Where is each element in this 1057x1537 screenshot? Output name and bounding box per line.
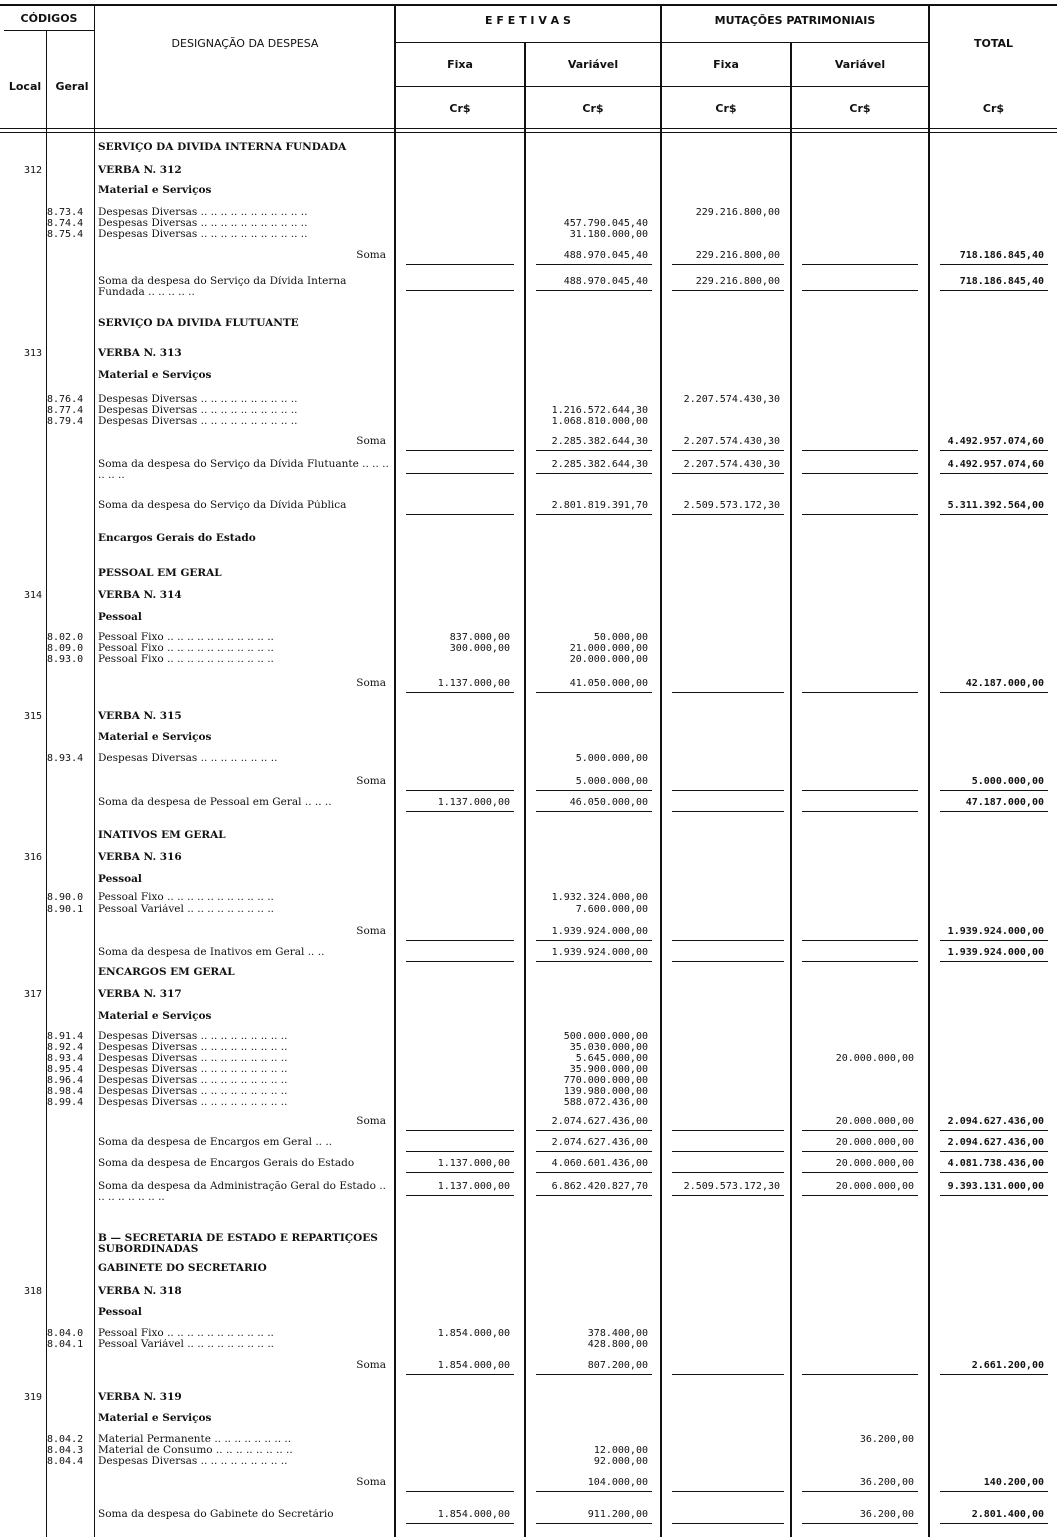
sum-underline bbox=[802, 1151, 918, 1152]
row-geral: 8.04.1 bbox=[47, 1339, 84, 1350]
header-mutacoes: MUTAÇÕES PATRIMONIAIS bbox=[714, 14, 876, 27]
sum-underline bbox=[406, 1374, 514, 1375]
col-line-7 bbox=[928, 6, 930, 1537]
col-line-1 bbox=[46, 30, 47, 1537]
row-e-fixa: 837.000,00 bbox=[449, 632, 510, 643]
row-e-var: 104.000,00 bbox=[587, 1477, 648, 1488]
row-geral: 8.93.0 bbox=[47, 654, 84, 665]
sum-underline bbox=[802, 811, 918, 812]
row-geral: 8.79.4 bbox=[47, 416, 84, 427]
row-e-var: 488.970.045,40 bbox=[563, 276, 648, 287]
row-geral: 8.93.4 bbox=[47, 753, 84, 764]
row-m-fixa: 2.509.573.172,30 bbox=[683, 1181, 780, 1192]
sum-underline bbox=[940, 1491, 1048, 1492]
sum-underline bbox=[536, 1523, 652, 1524]
row-m-fixa: 229.216.800,00 bbox=[695, 250, 780, 261]
sum-underline bbox=[940, 790, 1048, 791]
row-e-var: 378.400,00 bbox=[587, 1328, 648, 1339]
row-e-var: 5.000.000,00 bbox=[575, 776, 648, 787]
sum-underline bbox=[672, 290, 784, 291]
row-description: Pessoal bbox=[98, 874, 142, 885]
sum-underline bbox=[672, 1172, 784, 1173]
sum-underline bbox=[406, 1151, 514, 1152]
row-m-var: 20.000.000,00 bbox=[835, 1181, 914, 1192]
top-rule bbox=[0, 4, 1057, 6]
row-soma-label: Soma bbox=[356, 435, 386, 447]
row-soma-label: Soma bbox=[356, 1359, 386, 1371]
sum-underline bbox=[802, 1172, 918, 1173]
row-m-fixa: 229.216.800,00 bbox=[695, 207, 780, 218]
row-description: Despesas Diversas .. .. .. .. .. .. .. .. .. .. .. bbox=[98, 229, 308, 240]
row-description: VERBA N. 315 bbox=[98, 711, 182, 722]
row-geral: 8.04.2 bbox=[47, 1434, 84, 1445]
sum-underline bbox=[406, 450, 514, 451]
row-total: 2.661.200,00 bbox=[971, 1360, 1044, 1371]
row-description: Material de Consumo .. .. .. .. .. .. .. .. bbox=[98, 1445, 293, 1456]
row-description: Soma da despesa de Encargos Gerais do Estado bbox=[98, 1158, 355, 1169]
row-local: 318 bbox=[23, 1286, 42, 1297]
row-description: SERVIÇO DA DIVIDA INTERNA FUNDADA bbox=[98, 142, 347, 153]
row-e-fixa: 1.137.000,00 bbox=[437, 797, 510, 808]
row-m-var: 20.000.000,00 bbox=[835, 1116, 914, 1127]
row-e-var: 5.000.000,00 bbox=[575, 753, 648, 764]
row-total: 1.939.924.000,00 bbox=[947, 926, 1044, 937]
header-geral: Geral bbox=[55, 80, 89, 93]
row-description: Despesas Diversas .. .. .. .. .. .. .. .. .. bbox=[98, 1097, 288, 1108]
sum-underline bbox=[536, 264, 652, 265]
row-description: VERBA N. 318 bbox=[98, 1286, 182, 1297]
row-e-var: 2.074.627.436,00 bbox=[551, 1116, 648, 1127]
row-e-var: 21.000.000,00 bbox=[569, 643, 648, 654]
sum-underline bbox=[940, 514, 1048, 515]
row-local: 316 bbox=[23, 852, 42, 863]
sum-underline bbox=[802, 514, 918, 515]
row-total: 4.492.957.074,60 bbox=[947, 436, 1044, 447]
row-description: GABINETE DO SECRETARIO bbox=[98, 1263, 267, 1274]
row-total: 1.939.924.000,00 bbox=[947, 947, 1044, 958]
row-e-fixa: 1.137.000,00 bbox=[437, 1158, 510, 1169]
row-e-var: 92.000,00 bbox=[593, 1456, 648, 1467]
row-e-var: 46.050.000,00 bbox=[569, 797, 648, 808]
sum-underline bbox=[940, 1523, 1048, 1524]
row-m-var: 36.200,00 bbox=[859, 1434, 914, 1445]
sum-underline bbox=[536, 473, 652, 474]
row-geral: 8.91.4 bbox=[47, 1031, 84, 1042]
row-m-fixa: 229.216.800,00 bbox=[695, 276, 780, 287]
sum-underline bbox=[672, 264, 784, 265]
row-e-var: 428.800,00 bbox=[587, 1339, 648, 1350]
sum-underline bbox=[802, 1491, 918, 1492]
sum-underline bbox=[406, 940, 514, 941]
sum-underline bbox=[940, 692, 1048, 693]
sum-underline bbox=[672, 692, 784, 693]
row-e-fixa: 1.854.000,00 bbox=[437, 1509, 510, 1520]
col-line-4 bbox=[524, 42, 526, 1537]
header-local: Local bbox=[8, 80, 42, 93]
row-geral: 8.99.4 bbox=[47, 1097, 84, 1108]
sum-underline bbox=[672, 940, 784, 941]
row-geral: 8.77.4 bbox=[47, 405, 84, 416]
sum-underline bbox=[802, 790, 918, 791]
row-m-var: 20.000.000,00 bbox=[835, 1137, 914, 1148]
sum-underline bbox=[536, 1195, 652, 1196]
row-total: 42.187.000,00 bbox=[965, 678, 1044, 689]
row-m-var: 20.000.000,00 bbox=[835, 1158, 914, 1169]
row-m-fixa: 2.509.573.172,30 bbox=[683, 500, 780, 511]
sum-underline bbox=[940, 811, 1048, 812]
row-description: Material e Serviços bbox=[98, 185, 212, 196]
header-rule-sub bbox=[396, 86, 928, 87]
row-description: Despesas Diversas .. .. .. .. .. .. .. .. .. bbox=[98, 1042, 288, 1053]
row-description: Material e Serviços bbox=[98, 1011, 212, 1022]
row-e-var: 2.801.819.391,70 bbox=[551, 500, 648, 511]
header-rule-codigos bbox=[4, 30, 94, 31]
row-description: Despesas Diversas .. .. .. .. .. .. .. .. .. bbox=[98, 1075, 288, 1086]
row-e-var: 457.790.045,40 bbox=[563, 218, 648, 229]
row-description: Pessoal Fixo .. .. .. .. .. .. .. .. .. .. .. bbox=[98, 643, 274, 654]
row-description: Pessoal bbox=[98, 1307, 142, 1318]
row-soma-label: Soma bbox=[356, 775, 386, 787]
sum-underline bbox=[406, 692, 514, 693]
row-e-fixa: 1.137.000,00 bbox=[437, 678, 510, 689]
row-local: 312 bbox=[23, 165, 42, 176]
sum-underline bbox=[802, 264, 918, 265]
header-rule-mutacoes bbox=[662, 42, 928, 43]
row-e-var: 1.216.572.644,30 bbox=[551, 405, 648, 416]
row-description: Pessoal bbox=[98, 612, 142, 623]
row-total: 9.393.131.000,00 bbox=[947, 1181, 1044, 1192]
row-description: Despesas Diversas .. .. .. .. .. .. .. .. .. bbox=[98, 1053, 288, 1064]
sum-underline bbox=[406, 1195, 514, 1196]
row-total: 718.186.845,40 bbox=[959, 276, 1044, 287]
sum-underline bbox=[802, 940, 918, 941]
row-description: Soma da despesa de Encargos em Geral .. .. bbox=[98, 1137, 333, 1148]
row-description: Material e Serviços bbox=[98, 370, 212, 381]
row-description: VERBA N. 317 bbox=[98, 989, 182, 1000]
sum-underline bbox=[536, 1172, 652, 1173]
sum-underline bbox=[406, 1491, 514, 1492]
row-description: Despesas Diversas .. .. .. .. .. .. .. .. .. .. .. bbox=[98, 218, 308, 229]
row-e-var: 770.000.000,00 bbox=[563, 1075, 648, 1086]
sum-underline bbox=[536, 940, 652, 941]
sum-underline bbox=[536, 290, 652, 291]
sum-underline bbox=[940, 1374, 1048, 1375]
row-description: PESSOAL EM GERAL bbox=[98, 568, 222, 579]
row-geral: 8.92.4 bbox=[47, 1042, 84, 1053]
col-line-5 bbox=[660, 6, 662, 1537]
sum-underline bbox=[536, 450, 652, 451]
sum-underline bbox=[940, 940, 1048, 941]
sum-underline bbox=[672, 790, 784, 791]
row-total: 140.200,00 bbox=[983, 1477, 1044, 1488]
row-description: Pessoal Fixo .. .. .. .. .. .. .. .. .. .. .. bbox=[98, 632, 274, 643]
row-description: Soma da despesa de Inativos em Geral .. .. bbox=[98, 947, 325, 958]
sum-underline bbox=[672, 811, 784, 812]
header-mutacoes-fixa: Fixa bbox=[713, 58, 739, 71]
row-description: ENCARGOS EM GERAL bbox=[98, 967, 235, 978]
row-geral: 8.04.4 bbox=[47, 1456, 84, 1467]
row-description: Soma da despesa do Serviço da Dívida Interna Fundada .. .. .. .. .. bbox=[98, 276, 347, 298]
header-currency-2: Cr$ bbox=[582, 102, 604, 115]
sum-underline bbox=[672, 514, 784, 515]
header-efetivas: E F E T I V A S bbox=[485, 14, 571, 27]
row-description: Despesas Diversas .. .. .. .. .. .. .. .. .. bbox=[98, 1086, 288, 1097]
row-soma-label: Soma bbox=[356, 249, 386, 261]
row-description: Despesas Diversas .. .. .. .. .. .. .. .. .. .. bbox=[98, 416, 298, 427]
row-soma-label: Soma bbox=[356, 1115, 386, 1127]
header-mutacoes-variavel: Variável bbox=[834, 58, 886, 71]
sum-underline bbox=[536, 692, 652, 693]
row-description: Pessoal Variável .. .. .. .. .. .. .. .. .. bbox=[98, 1339, 274, 1350]
row-e-var: 139.980.000,00 bbox=[563, 1086, 648, 1097]
row-m-var: 36.200,00 bbox=[859, 1477, 914, 1488]
header-codigos: CÓDIGOS bbox=[20, 12, 78, 25]
sum-underline bbox=[672, 1151, 784, 1152]
sum-underline bbox=[940, 1130, 1048, 1131]
header-total: TOTAL bbox=[973, 37, 1014, 50]
row-m-fixa: 2.207.574.430,30 bbox=[683, 459, 780, 470]
row-total: 4.081.738.436,00 bbox=[947, 1158, 1044, 1169]
row-e-var: 6.862.420.827,70 bbox=[551, 1181, 648, 1192]
sum-underline bbox=[802, 1195, 918, 1196]
sum-underline bbox=[940, 1195, 1048, 1196]
sum-underline bbox=[406, 790, 514, 791]
row-description: VERBA N. 312 bbox=[98, 165, 182, 176]
sum-underline bbox=[940, 450, 1048, 451]
row-description: Despesas Diversas .. .. .. .. .. .. .. .. bbox=[98, 753, 278, 764]
sum-underline bbox=[802, 473, 918, 474]
col-line-6 bbox=[790, 42, 792, 1537]
row-e-var: 1.068.810.000,00 bbox=[551, 416, 648, 427]
header-bottom-rule-1 bbox=[0, 128, 1057, 129]
row-e-var: 1.932.324.000,00 bbox=[551, 892, 648, 903]
row-e-var: 488.970.045,40 bbox=[563, 250, 648, 261]
row-description: Pessoal Variável .. .. .. .. .. .. .. .. .. bbox=[98, 904, 274, 915]
sum-underline bbox=[406, 473, 514, 474]
sum-underline bbox=[802, 961, 918, 962]
row-description: VERBA N. 314 bbox=[98, 590, 182, 601]
sum-underline bbox=[536, 811, 652, 812]
row-total: 4.492.957.074,60 bbox=[947, 459, 1044, 470]
row-description: B — SECRETARIA DE ESTADO E REPARTIÇÕES SUBORDINADAS bbox=[98, 1233, 378, 1255]
row-m-var: 36.200,00 bbox=[859, 1509, 914, 1520]
row-m-fixa: 2.207.574.430,30 bbox=[683, 394, 780, 405]
row-e-var: 1.939.924.000,00 bbox=[551, 947, 648, 958]
sum-underline bbox=[406, 811, 514, 812]
sum-underline bbox=[940, 473, 1048, 474]
sum-underline bbox=[536, 1374, 652, 1375]
row-e-var: 31.180.000,00 bbox=[569, 229, 648, 240]
header-efetivas-variavel: Variável bbox=[567, 58, 619, 71]
row-description: VERBA N. 316 bbox=[98, 852, 182, 863]
sum-underline bbox=[672, 473, 784, 474]
row-e-fixa: 1.137.000,00 bbox=[437, 1181, 510, 1192]
row-geral: 8.90.1 bbox=[47, 904, 84, 915]
row-total: 47.187.000,00 bbox=[965, 797, 1044, 808]
sum-underline bbox=[406, 1523, 514, 1524]
sum-underline bbox=[940, 264, 1048, 265]
row-geral: 8.93.4 bbox=[47, 1053, 84, 1064]
sum-underline bbox=[940, 1172, 1048, 1173]
row-e-var: 4.060.601.436,00 bbox=[551, 1158, 648, 1169]
header-efetivas-fixa: Fixa bbox=[447, 58, 473, 71]
row-description: Despesas Diversas .. .. .. .. .. .. .. .. .. .. .. bbox=[98, 207, 308, 218]
sum-underline bbox=[940, 1151, 1048, 1152]
row-total: 718.186.845,40 bbox=[959, 250, 1044, 261]
sum-underline bbox=[802, 1523, 918, 1524]
row-geral: 8.73.4 bbox=[47, 207, 84, 218]
row-e-fixa: 1.854.000,00 bbox=[437, 1360, 510, 1371]
row-e-var: 20.000.000,00 bbox=[569, 654, 648, 665]
header-designacao: DESIGNAÇÃO DA DESPESA bbox=[171, 37, 319, 50]
sum-underline bbox=[802, 450, 918, 451]
row-local: 313 bbox=[23, 348, 42, 359]
row-e-var: 50.000,00 bbox=[593, 632, 648, 643]
row-total: 5.000.000,00 bbox=[971, 776, 1044, 787]
row-e-var: 5.645.000,00 bbox=[575, 1053, 648, 1064]
row-local: 317 bbox=[23, 989, 42, 1000]
row-e-var: 588.072.436,00 bbox=[563, 1097, 648, 1108]
row-geral: 8.02.0 bbox=[47, 632, 84, 643]
row-description: Material Permanente .. .. .. .. .. .. .. .. bbox=[98, 1434, 292, 1445]
row-local: 315 bbox=[23, 711, 42, 722]
row-e-var: 2.285.382.644,30 bbox=[551, 436, 648, 447]
row-description: Despesas Diversas .. .. .. .. .. .. .. .. .. bbox=[98, 1031, 288, 1042]
row-geral: 8.04.3 bbox=[47, 1445, 84, 1456]
row-description: VERBA N. 319 bbox=[98, 1392, 182, 1403]
row-description: Despesas Diversas .. .. .. .. .. .. .. .. .. .. bbox=[98, 405, 298, 416]
row-description: Soma da despesa da Administração Geral do Estado .. .. .. .. .. .. .. .. bbox=[98, 1181, 386, 1203]
header-currency-5: Cr$ bbox=[982, 102, 1005, 115]
row-m-var: 20.000.000,00 bbox=[835, 1053, 914, 1064]
sum-underline bbox=[672, 1374, 784, 1375]
row-total: 2.801.400,00 bbox=[971, 1509, 1044, 1520]
sum-underline bbox=[672, 1491, 784, 1492]
row-description: VERBA N. 313 bbox=[98, 348, 182, 359]
sum-underline bbox=[672, 1130, 784, 1131]
row-description: Material e Serviços bbox=[98, 732, 212, 743]
row-total: 5.311.392.564,00 bbox=[947, 500, 1044, 511]
sum-underline bbox=[406, 290, 514, 291]
header-currency-3: Cr$ bbox=[715, 102, 737, 115]
sum-underline bbox=[406, 264, 514, 265]
row-e-var: 911.200,00 bbox=[587, 1509, 648, 1520]
sum-underline bbox=[536, 1151, 652, 1152]
sum-underline bbox=[536, 1130, 652, 1131]
row-e-var: 807.200,00 bbox=[587, 1360, 648, 1371]
row-local: 319 bbox=[23, 1392, 42, 1403]
sum-underline bbox=[536, 1491, 652, 1492]
row-e-var: 12.000,00 bbox=[593, 1445, 648, 1456]
row-e-var: 7.600.000,00 bbox=[575, 904, 648, 915]
sum-underline bbox=[536, 790, 652, 791]
sum-underline bbox=[802, 1130, 918, 1131]
row-total: 2.094.627.436,00 bbox=[947, 1137, 1044, 1148]
col-line-2 bbox=[94, 6, 95, 1537]
sum-underline bbox=[406, 1130, 514, 1131]
header-currency-4: Cr$ bbox=[849, 102, 871, 115]
row-description: Soma da despesa do Serviço da Dívida Pública bbox=[98, 500, 347, 511]
sum-underline bbox=[406, 514, 514, 515]
row-geral: 8.98.4 bbox=[47, 1086, 84, 1097]
sum-underline bbox=[536, 961, 652, 962]
header-bottom-rule-2 bbox=[0, 132, 1057, 133]
sum-underline bbox=[536, 514, 652, 515]
row-description: Pessoal Fixo .. .. .. .. .. .. .. .. .. .. .. bbox=[98, 1328, 274, 1339]
row-total: 2.094.627.436,00 bbox=[947, 1116, 1044, 1127]
sum-underline bbox=[672, 961, 784, 962]
sum-underline bbox=[802, 290, 918, 291]
row-geral: 8.75.4 bbox=[47, 229, 84, 240]
row-geral: 8.76.4 bbox=[47, 394, 84, 405]
row-geral: 8.96.4 bbox=[47, 1075, 84, 1086]
row-e-var: 1.939.924.000,00 bbox=[551, 926, 648, 937]
sum-underline bbox=[406, 1172, 514, 1173]
header-currency-1: Cr$ bbox=[449, 102, 471, 115]
row-e-fixa: 300.000,00 bbox=[449, 643, 510, 654]
sum-underline bbox=[672, 450, 784, 451]
row-soma-label: Soma bbox=[356, 677, 386, 689]
row-description: Soma da despesa do Gabinete do Secretário bbox=[98, 1509, 334, 1520]
row-m-fixa: 2.207.574.430,30 bbox=[683, 436, 780, 447]
row-e-var: 2.285.382.644,30 bbox=[551, 459, 648, 470]
row-description: Pessoal Fixo .. .. .. .. .. .. .. .. .. .. .. bbox=[98, 892, 274, 903]
row-description: INATIVOS EM GERAL bbox=[98, 830, 226, 841]
row-geral: 8.74.4 bbox=[47, 218, 84, 229]
row-geral: 8.04.0 bbox=[47, 1328, 84, 1339]
col-line-3 bbox=[394, 6, 396, 1537]
row-description: Despesas Diversas .. .. .. .. .. .. .. .. .. .. bbox=[98, 394, 298, 405]
row-description: Material e Serviços bbox=[98, 1413, 212, 1424]
row-description: Pessoal Fixo .. .. .. .. .. .. .. .. .. .. .. bbox=[98, 654, 274, 665]
header-rule-efetivas bbox=[396, 42, 660, 43]
row-description: Encargos Gerais do Estado bbox=[98, 533, 256, 544]
row-soma-label: Soma bbox=[356, 925, 386, 937]
row-e-fixa: 1.854.000,00 bbox=[437, 1328, 510, 1339]
row-e-var: 2.074.627.436,00 bbox=[551, 1137, 648, 1148]
sum-underline bbox=[940, 290, 1048, 291]
row-geral: 8.90.0 bbox=[47, 892, 84, 903]
row-geral: 8.95.4 bbox=[47, 1064, 84, 1075]
row-description: Soma da despesa do Serviço da Dívida Flutuante .. .. .. .. .. .. bbox=[98, 459, 389, 481]
row-e-var: 35.030.000,00 bbox=[569, 1042, 648, 1053]
row-e-var: 35.900.000,00 bbox=[569, 1064, 648, 1075]
sum-underline bbox=[802, 692, 918, 693]
sum-underline bbox=[802, 1374, 918, 1375]
row-geral: 8.09.0 bbox=[47, 643, 84, 654]
sum-underline bbox=[940, 961, 1048, 962]
row-description: SERVIÇO DA DIVIDA FLUTUANTE bbox=[98, 318, 299, 329]
sum-underline bbox=[672, 1195, 784, 1196]
row-description: Despesas Diversas .. .. .. .. .. .. .. .. .. bbox=[98, 1064, 288, 1075]
row-e-var: 41.050.000,00 bbox=[569, 678, 648, 689]
row-local: 314 bbox=[23, 590, 42, 601]
row-description: Despesas Diversas .. .. .. .. .. .. .. .. .. bbox=[98, 1456, 288, 1467]
row-e-var: 500.000.000,00 bbox=[563, 1031, 648, 1042]
sum-underline bbox=[672, 1523, 784, 1524]
row-description: Soma da despesa de Pessoal em Geral .. .. .. bbox=[98, 797, 332, 808]
sum-underline bbox=[406, 961, 514, 962]
row-soma-label: Soma bbox=[356, 1476, 386, 1488]
